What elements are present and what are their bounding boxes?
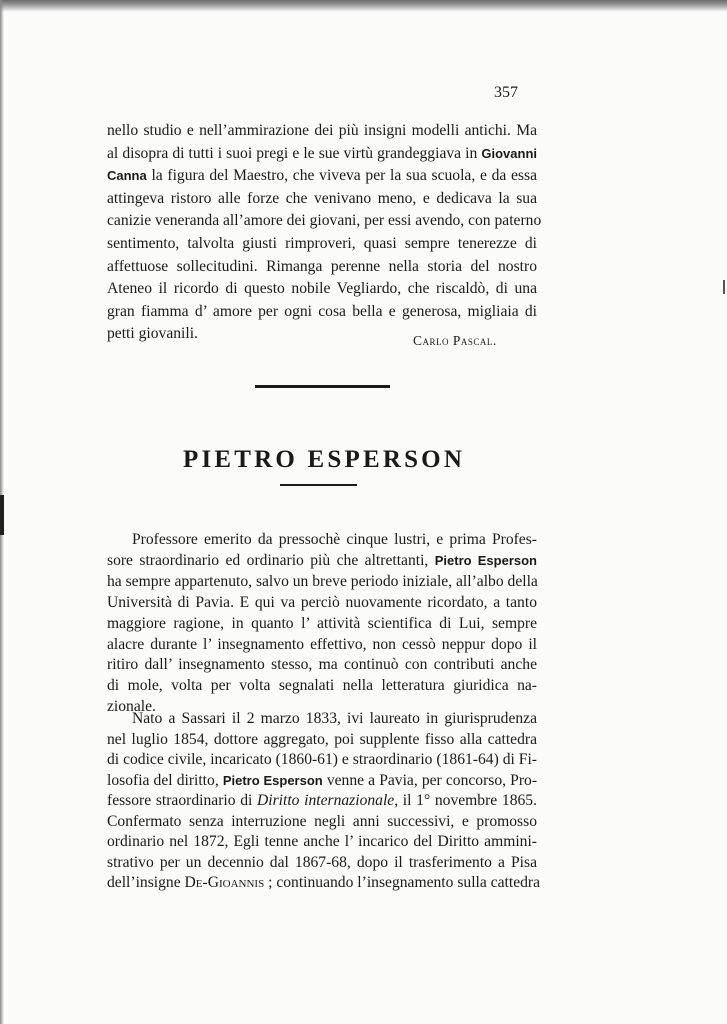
text-segment: Nato a Sassari il 2 marzo 1833, ivi laureato in giurisprudenza (132, 710, 537, 727)
text-segment: affettuose sollecitudini. Rimanga perenne nella storia del nostro (107, 257, 537, 275)
text-segment: zionale. (107, 698, 156, 716)
text-line (107, 552, 537, 570)
scan-mark-right (723, 280, 725, 294)
text-line (107, 258, 537, 276)
text-segment: fessore straordinario di (107, 792, 257, 809)
bold-name: Pietro Esperson (434, 552, 537, 568)
text-line (107, 636, 537, 654)
text-line (107, 145, 537, 163)
text-line (107, 167, 537, 185)
text-segment: Professore emerito da pressochè cinque lustri, e prima Profes- (132, 531, 537, 548)
text-segment: la figura del Maestro, che viveva per la sua scuola, e da essa (146, 167, 537, 185)
text-line (107, 122, 537, 140)
author-signature: Carlo Pascal. (413, 333, 497, 348)
page-number: 357 (494, 84, 518, 101)
section-divider (255, 385, 390, 388)
text-line (107, 303, 537, 321)
text-segment: strativo per un decennio dal 1867-68, dopo il trasferimento a Pisa (107, 853, 537, 871)
text-line (132, 710, 537, 728)
scan-edge-top (0, 0, 727, 12)
text-line (107, 813, 537, 831)
text-line (107, 677, 537, 695)
text-line (107, 594, 537, 612)
text-line (107, 833, 537, 851)
text-line (107, 573, 537, 591)
title-underline (280, 484, 357, 486)
text-segment: nello studio e nell’ammirazione dei più insigni modelli antichi. Ma (107, 122, 537, 139)
text-line (107, 280, 537, 298)
text-segment: ritiro dall’ insegnamento stesso, ma continuò con contributi anche (107, 656, 537, 674)
small-caps-name: De-Gioannis (184, 874, 265, 891)
text-segment: petti giovanili. (107, 325, 198, 343)
text-segment: venne a Pavia, per concorso, Pro- (322, 771, 538, 789)
text-line (107, 854, 537, 872)
text-line (107, 772, 537, 790)
text-line (107, 731, 537, 749)
bold-name: Giovanni (481, 145, 537, 161)
text-line (107, 190, 537, 208)
text-segment: di codice civile, incaricato (1860-61) e straordinario (1861-64) di Fi- (107, 751, 537, 768)
text-line (107, 235, 537, 253)
text-segment: canizie veneranda all’amore dei giovani, per essi avendo, con paterno (107, 212, 542, 230)
text-line (107, 656, 537, 674)
text-segment: attingeva ristoro alle forze che venivano meno, e dedicava la sua (107, 189, 537, 207)
text-segment: Confermato senza interruzione negli anni successivi, e promosso (107, 812, 537, 830)
bold-name: Canna (107, 168, 147, 184)
text-segment: nel luglio 1854, dottore aggregato, poi supplente fisso alla cattedra (107, 730, 537, 748)
text-segment: maggiore ragione, in quanto l’ attività scientifica di Lui, sempre (107, 614, 537, 632)
text-segment: sore straordinario ed ordinario più che altrettanti, (107, 551, 435, 569)
text-segment: sentimento, talvolta giusti rimproveri, quasi sempre tenerezze di (107, 235, 537, 252)
text-segment: ; continuando l’insegnamento sulla cattedra (264, 874, 541, 891)
scan-mark-left (0, 495, 4, 535)
text-segment: ordinario nel 1872, Egli tenne anche l’ incarico del Diritto ammini- (107, 833, 537, 850)
text-line (107, 212, 542, 230)
text-segment: Ateneo il ricordo di questo nobile Vegliardo, che riscaldò, di una (107, 280, 537, 298)
text-line (107, 792, 537, 810)
text-segment: , il 1° novembre 1865. (394, 792, 537, 809)
text-segment: di mole, volta per volta segnalati nella letteratura giuridica na- (107, 677, 537, 695)
text-segment: gran fiamma d’ amore per ogni cosa bella e generosa, migliaia di (107, 302, 537, 320)
section-title: PIETRO ESPERSON (183, 446, 466, 473)
text-line (107, 874, 541, 892)
text-line (132, 531, 537, 549)
text-segment: alacre durante l’ insegnamento effettivo, non cessò neppur dopo il (107, 635, 537, 653)
text-segment: ha sempre appartenuto, salvo un breve periodo iniziale, all’albo della (107, 572, 538, 590)
text-line (107, 751, 537, 769)
text-segment: al disopra di tutti i suoi pregi e le sue virtù grandeggiava in (107, 144, 482, 162)
text-segment: losofia del diritto, (107, 771, 223, 789)
text-segment: Università di Pavia. E qui va perciò nuovamente ricordato, a tanto (107, 593, 537, 611)
italic-text: Diritto internazionale (257, 792, 395, 809)
bold-name: Pietro Esperson (222, 772, 323, 788)
text-segment: dell’insigne (107, 874, 185, 891)
text-line (107, 615, 537, 633)
